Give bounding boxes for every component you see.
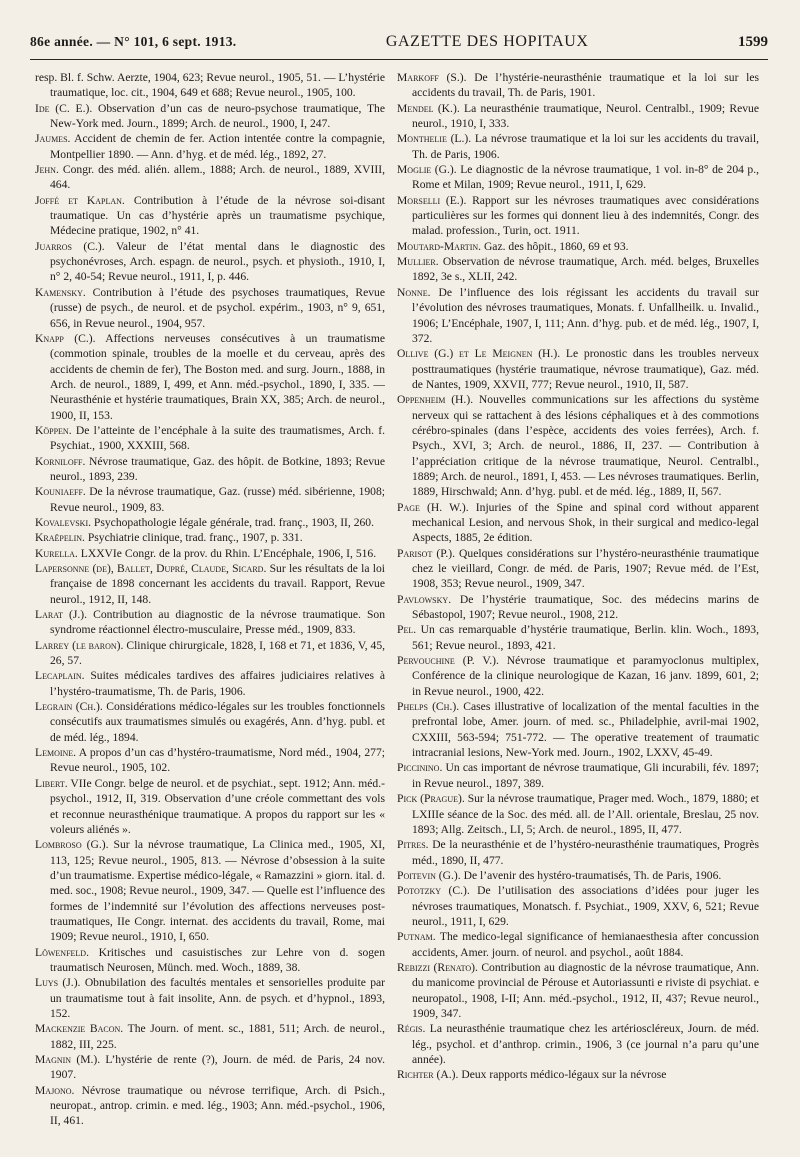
bibliography-entry <box>397 1067 759 1082</box>
entry-text: Le pronostic dans les troubles nerveux posttraumatiques (hystérie traumatique, névrose traumatique), Gaz. méd. de Nantes, 1909, XXVII, 777; Revue neurol., 1910, II, 587. <box>412 347 759 391</box>
bibliography-entry <box>397 546 759 592</box>
bibliography-entry <box>397 131 759 162</box>
entry-text: VIIe Congr. belge de neurol. et de psychiat., sept. 1912; Ann. méd.-psychol., 1912, II, 319. Observation d’une créole commettant des vols et reconnue neurasthénique traumatique. A propos du rapport sur les « voleurs aliénés ». <box>50 776 385 836</box>
entry-text: Sur la névrose traumatique, La Clinica med., 1905, XI, 113, 125; Revue neurol., 1905, 813. — Névrose d’obsession à la suite d’un traumatisme. Expertise médico-légale, « Ramazzini » giorn. ital. d. med. soc., 1908; Revue neurol., 1909, 347. — Quelle est l’influence des formes de l’indemnité sur l’évolution des affections nerveuses post-traumatiques, IIe Congr. internat. des accidents du travail, Rome, mai 1909; Revue neurol., 1910, I, 650. <box>50 838 385 944</box>
bibliography-entry <box>397 592 759 623</box>
bibliography-entry <box>397 868 759 883</box>
entry-text: Sur les résultats de la loi française de 1898 concernant les accidents du travail. Rapport, Revue neurol., 1912, II, 148. <box>50 562 385 606</box>
bibliography-entry <box>35 745 385 776</box>
bibliography-entry <box>35 1083 385 1129</box>
entry-author: Moglie (G.). <box>397 163 457 177</box>
entry-author: Moutard-Martin. <box>397 239 482 253</box>
entry-author: Köppen. <box>35 423 72 437</box>
entry-author: Mackenzie Bacon. <box>35 1022 124 1036</box>
entry-author: Poitevin (G.). <box>397 868 461 882</box>
bibliography-entry <box>397 70 759 101</box>
entry-author: Nonne. <box>397 285 431 299</box>
entry-author: Lecaplain. <box>35 669 85 683</box>
entry-text: La névrose traumatique et la loi sur les accidents du travail, Th. de Paris, 1906. <box>412 132 759 161</box>
entry-text: Cases illustrative of localization of the mental faculties in the prefrontal lobe, Amer. journ. of med. sc., Philadelphie, avril-mai 1902, CXXIII, 563-594; 751-772. — The operative treatement of traumatic intracranial lesions, New-York med. Journ., 1902, LXXV, 45-49. <box>412 700 759 760</box>
entry-text: De la neurasthénie et de l’hystéro-neurasthénie traumatiques, Progrès méd., 1890, II, 477. <box>412 838 759 867</box>
entry-text: Suites médicales tardives des affaires judiciaires relatives à l’hystéro-traumatisme, Th. de Paris, 1906. <box>50 669 385 698</box>
entry-text: La neurasthénie traumatique chez les artérioscléreux, Journ. de méd. lég., psychol. et d’anthrop. crimin., 1906, 3 (ce journal n’a paru qu’une année). <box>412 1022 759 1066</box>
entry-author: Ollive (G.) et Le Meignen (H.). <box>397 347 561 361</box>
bibliography-entry <box>35 1052 385 1083</box>
entry-text: L’hystérie de rente (?), Journ. de méd. de Paris, 24 nov. 1907. <box>50 1053 385 1082</box>
bibliography-entry <box>397 285 759 346</box>
entry-text: Congr. des méd. alién. allem., 1888; Arch. de neurol., 1889, XVIII, 464. <box>50 163 385 192</box>
entry-author: Kouniaeff. <box>35 485 86 499</box>
entry-author: Putnam. <box>397 930 436 944</box>
entry-text: Valeur de l’état mental dans le diagnostic des psychonévroses, Arch. espagn. de neurol., psych. et physioth., 1910, I, n° 2, 40-54; Revue neurol., 1911, I, p. 446. <box>50 239 385 284</box>
entry-author: Rebizzi (Renato). <box>397 960 478 974</box>
entry-author: Kurella. <box>35 546 78 560</box>
entry-author: Lombroso (G.). <box>35 838 109 852</box>
bibliography-entry <box>35 193 385 239</box>
entry-text: Contribution à l’étude de la névrose soi-disant traumatique. Un cas d’hystérie après un traumatisme psychique, Médecine pratique, 1902, n° 41. <box>50 193 385 238</box>
bibliography-entry <box>397 101 759 132</box>
entry-text: A propos d’un cas d’hystéro-traumatisme, Nord méd., 1904, 277; Revue neurol., 1905, 102. <box>50 746 385 775</box>
entry-text: De l’influence des lois régissant les accidents du travail sur l’évolution des névroses traumatiques, Monats. f. Unfallheilk. u. Invalid., 1906; L’Encéphale, 1907, I, 111; Ann. d’hyg. pub. et de méd. lég., 1907, I, 372. <box>412 285 759 345</box>
right-column <box>397 70 759 1140</box>
entry-author: Pavlowsky. <box>397 592 452 606</box>
entry-text: Le diagnostic de la névrose traumatique, 1 vol. in-8° de 204 p., Rome et Milan, 1909; Revue neurol., 1911, I, 629. <box>412 163 759 192</box>
entry-text: Sur la névrose traumatique, Prager med. Woch., 1879, 1880; et LXIIIe séance de la Soc. des méd. all. de l’All. orientale, Breslau, 25 nov. 1893; Allg. Zeitsch., LI, 5; Arch. de neurol., 1895, II, 477. <box>412 792 759 836</box>
page-number: 1599 <box>737 34 768 50</box>
entry-author: Legrain (Ch.). <box>35 700 103 714</box>
bibliography-entry <box>35 638 385 669</box>
entry-text: LXXVIe Congr. de la prov. du Rhin. L’Encéphale, 1906, I, 516. <box>80 546 377 560</box>
bibliography-entry <box>35 668 385 699</box>
entry-author: Löwenfeld. <box>35 945 89 959</box>
entry-text: Injuries of the Spine and spinal cord without apparent mechanical Lesion, and nervous Shok, in their surgical and medico-legal Aspects, 1885, 2e édition. <box>412 500 759 545</box>
entry-author: Kovalevski. <box>35 515 92 529</box>
entry-author: Markoff (S.). <box>397 71 467 84</box>
entry-author: Kraëpelin. <box>35 531 85 545</box>
entry-text: De l’avenir des hystéro-traumatisés, Th. de Paris, 1906. <box>463 868 722 882</box>
bibliography-entry <box>35 70 385 101</box>
bibliography-entry <box>397 699 759 760</box>
entry-text: Rapport sur les névroses traumatiques avec considérations particulières sur les formes qui donnent lieu à des indemnités, Congr. des malad. profession., Turin, oct. 1911. <box>412 193 759 238</box>
entry-author: Parisot (P.). <box>397 546 456 560</box>
journal-title: GAZETTE DES HOPITAUX <box>385 33 589 50</box>
left-column <box>35 70 385 1140</box>
entry-text: De l’hystérie traumatique, Soc. des médecins marins de Sébastopol, 1907; Revue neurol., 1908, 212. <box>412 592 759 622</box>
entry-author: Oppenheim (H.). <box>397 393 474 407</box>
entry-author: Majono. <box>35 1083 75 1097</box>
entry-text: resp. Bl. f. Schw. Aerzte, 1904, 623; Revue neurol., 1905, 51. — L’hystérie traumatique, loc. cit., 1904, 649 et 688; Revue neurol., 1905, 100. <box>35 71 385 100</box>
bibliography-entry <box>397 760 759 791</box>
bibliography-entry <box>397 254 759 285</box>
bibliography-entry <box>397 883 759 929</box>
entry-author: Joffé et Kaplan. <box>35 193 125 207</box>
entry-text: Quelques considérations sur l’hystéro-neurasthénie traumatique chez le vieillard, Congr. de méd. de Paris, 1907; Revue méd. de l’Est, 1908, 353; Revue neurol., 1909, 347. <box>412 546 759 591</box>
entry-text: Kritisches und casuistisches zur Lehre von d. sogen traumatisch Neurosen, Münch. med. Woch., 1889, 38. <box>50 945 385 974</box>
bibliography-entry <box>397 929 759 960</box>
bibliography-entry <box>35 975 385 1021</box>
entry-author: Lapersonne (de), Ballet, Dupré, Claude, Sicard. <box>35 562 267 575</box>
bibliography-entry <box>397 622 759 653</box>
bibliography-entry <box>35 162 385 193</box>
entry-text: Un cas important de névrose traumatique, Gli incurabili, fév. 1897; in Revue neurol., 1897, 389. <box>412 761 759 790</box>
entry-author: Libert. <box>35 776 68 790</box>
bibliography-entry <box>397 791 759 837</box>
entry-text: Clinique chirurgicale, 1828, I, 168 et 71, et 1836, V, 45, 26, 57. <box>50 638 385 668</box>
entry-author: Mullier. <box>397 255 439 269</box>
entry-author: Larat (J.). <box>35 608 88 622</box>
entry-author: Pick (Prague). <box>397 792 465 806</box>
entry-text: Accident de chemin de fer. Action intentée contre la compagnie, Montpellier 1890. — Ann. d’hyg. et de méd. lég., 1892, 27. <box>50 132 385 161</box>
bibliography-entry <box>397 837 759 868</box>
entry-text: Un cas remarquable d’hystérie traumatique, Berlin. klin. Woch., 1893, 561; Revue neurol., 1893, 421. <box>412 623 759 652</box>
entry-text: De l’utilisation des associations d’idées pour juger les névroses traumatiques, Monatsch. f. Psychiat., 1909, XXV, 6, 521; Revue neurol., 1911, I, 629. <box>412 884 759 928</box>
entry-text: Psychopathologie légale générale, trad. franç., 1903, II, 260. <box>93 515 375 529</box>
entry-text: The medico-legal significance of hemianaesthesia after concussion accidents, Amer. journ. of neurol. and psychol., août 1884. <box>412 930 759 959</box>
bibliography-entry <box>35 1021 385 1052</box>
bibliography-entry <box>397 960 759 1021</box>
bibliography-entry <box>35 454 385 485</box>
bibliography-entry <box>35 607 385 638</box>
entry-author: Magnin (M.). <box>35 1053 101 1066</box>
entry-author: Morselli (E.). <box>397 193 467 207</box>
entry-author: Pel. <box>397 623 417 637</box>
bibliography-entry <box>35 484 385 515</box>
bibliography-entry <box>35 285 385 331</box>
bibliography-entry <box>35 945 385 976</box>
bibliography-entry <box>35 331 385 423</box>
entry-text: Névrose traumatique ou névrose terrifique, Arch. di Psich., neuropat., antrop. crimin. e med. lég., 1903; Ann. méd.-psychol., 1906, II, 461. <box>50 1083 385 1128</box>
entry-author: Knapp (C.). <box>35 331 96 345</box>
bibliography-entry <box>35 423 385 454</box>
entry-text: Psychiatrie clinique, trad. franç., 1907, p. 331. <box>87 531 303 545</box>
bibliography-entry <box>35 131 385 162</box>
entry-text: Observation de névrose traumatique, Arch. méd. belges, Bruxelles 1892, 3e s., XLII, 242. <box>412 255 759 284</box>
entry-text: De l’hystérie-neurasthénie traumatique et la loi sur les accidents du travail, Th. de Paris, 1901. <box>412 71 759 100</box>
entry-text: Obnubilation des facultés mentales et sensorielles produite par un traumatisme tout à fait insolite, Ann. de psych. et d’hypnol., 1893, 152. <box>50 976 385 1020</box>
entry-text: Névrose traumatique et paramyoclonus multiplex, Conférence de la clinique neurologique de Kazan, 16 janv. 1899, 601, 2; in Revue neurol., 1900, 422. <box>412 654 759 698</box>
entry-author: Piccinino. <box>397 761 443 775</box>
entry-text: Affections nerveuses consécutives à un traumatisme (commotion spinale, troubles de la moelle et du cerveau, après des accidents de chemin de fer), The Boston med. and surg. Journ., 1888, in Arch. de neurol., 1889, I, 499, et Ann. méd.-psychol., 1890, I, 335. — Neurasthénie et hystérie traumatiques, Brain XX, 385; Arch. de neurol., 1900, II, 153. <box>50 331 385 422</box>
entry-text: Gaz. des hôpit., 1860, 69 et 93. <box>483 239 629 253</box>
bibliography-entry <box>397 653 759 699</box>
issue-line: 86e année. — N° 101, 6 sept. 1913. <box>30 34 237 49</box>
entry-text: De la névrose traumatique, Gaz. (russe) méd. sibérienne, 1908; Revue neurol., 1909, 83. <box>50 485 385 514</box>
bibliography-entry <box>397 392 759 499</box>
entry-author: Régis. <box>397 1022 426 1036</box>
entry-text: Deux rapports médico-légaux sur la névrose <box>461 1068 667 1082</box>
bibliography-entry <box>397 1021 759 1067</box>
entry-author: Korniloff. <box>35 454 86 468</box>
entry-text: Contribution au diagnostic de la névrose traumatique. Son syndrome réactionnel électro-musculaire, Presse méd., 1909, 833. <box>50 608 385 637</box>
entry-author: Juarros (C.). <box>35 239 105 253</box>
entry-text: Névrose traumatique, Gaz. des hôpit. de Botkine, 1893; Revue neurol., 1893, 239. <box>50 454 385 483</box>
entry-author: Phelps (Ch.). <box>397 700 460 714</box>
bibliography-entry <box>397 346 759 392</box>
bibliography-entry <box>397 500 759 546</box>
bibliography-entry <box>35 776 385 837</box>
bibliography-entry <box>397 193 759 239</box>
entry-author: Mendel (K.). <box>397 101 460 115</box>
entry-author: Ide (C. E.). <box>35 101 93 115</box>
page-header <box>30 33 768 60</box>
entry-author: Pervouchine (P. V.). <box>397 654 499 668</box>
entry-text: Nouvelles communications sur les affections du système nerveux qui se rattachent à des lésions céphaliques et à des commotions cérébro-spinales (dans l’espèce, accidents des voies ferrées), Arch. f. Psych., XVI, 3; Arch. de neurol., 1886, II, 237. — Contribution à l’appréciation critique de la névrose traumatique, Neurol. Centralbl., 1889; Arch. de neurol., 1891, I, 453. — Les névroses traumatiques. Berlin, 1889, Hirschwald; Ann. d’hyg. publ. et de méd. lég., 1889, II, 567. <box>412 393 759 499</box>
entry-author: Luys (J.). <box>35 976 81 990</box>
bibliography-entry <box>35 837 385 944</box>
bibliography-entry <box>35 239 385 285</box>
entry-text: Contribution au diagnostic de la névrose traumatique, Ann. du manicome provincial de Pérouse et Autoriassunti e riviste di psychiat. e neuropatol., 1908, I-II; Ann. méd.-psychol., 1912, II, 437; Revue neurol., 1909, 347. <box>412 960 759 1020</box>
entry-author: Jehn. <box>35 163 59 177</box>
entry-author: Jaumes. <box>35 132 71 146</box>
bibliography-entry <box>35 561 385 607</box>
entry-author: Kamensky. <box>35 285 86 299</box>
bibliography-entry <box>397 239 759 254</box>
bibliography-entry <box>397 162 759 193</box>
entry-text: The Journ. of ment. sc., 1881, 511; Arch. de neurol., 1882, III, 225. <box>50 1022 385 1051</box>
entry-text: Observation d’un cas de neuro-psychose traumatique, The New-York med. Journ., 1899; Arch. de neurol., 1900, I, 247. <box>50 101 385 131</box>
bibliography-entry <box>35 101 385 132</box>
entry-text: De l’atteinte de l’encéphale à la suite des traumatismes, Arch. f. Psychiat., 1900, XXXIII, 568. <box>50 423 385 453</box>
bibliography-entry <box>35 699 385 745</box>
entry-text: Contribution à l’étude des psychoses traumatiques, Revue (russe) de psych., de neurol. et de psychol. expérim., 1903, n° 9, 651, 656, in Revue neurol., 1904, 957. <box>50 285 385 330</box>
entry-author: Pototzky (C.). <box>397 884 470 898</box>
entry-author: Monthelie (L.). <box>397 132 472 146</box>
bibliography-entry <box>35 530 385 545</box>
entry-text: La neurasthénie traumatique, Neurol. Centralbl., 1909; Revue neurol., 1910, I, 333. <box>412 101 759 131</box>
entry-text: Considérations médico-légales sur les troubles fonctionnels consécutifs aux traumatismes simulés ou exagérés, Ann. d’hyg. publ. et de méd. lég., 1894. <box>50 700 385 744</box>
entry-author: Pitres. <box>397 838 429 852</box>
bibliography-entry <box>35 515 385 530</box>
entry-author: Page (H. W.). <box>397 500 469 514</box>
entry-author: Richter (A.). <box>397 1068 459 1082</box>
bibliography-entry <box>35 546 385 561</box>
entry-author: Lemoine. <box>35 746 77 760</box>
entry-author: Larrey (le baron). <box>35 638 124 652</box>
